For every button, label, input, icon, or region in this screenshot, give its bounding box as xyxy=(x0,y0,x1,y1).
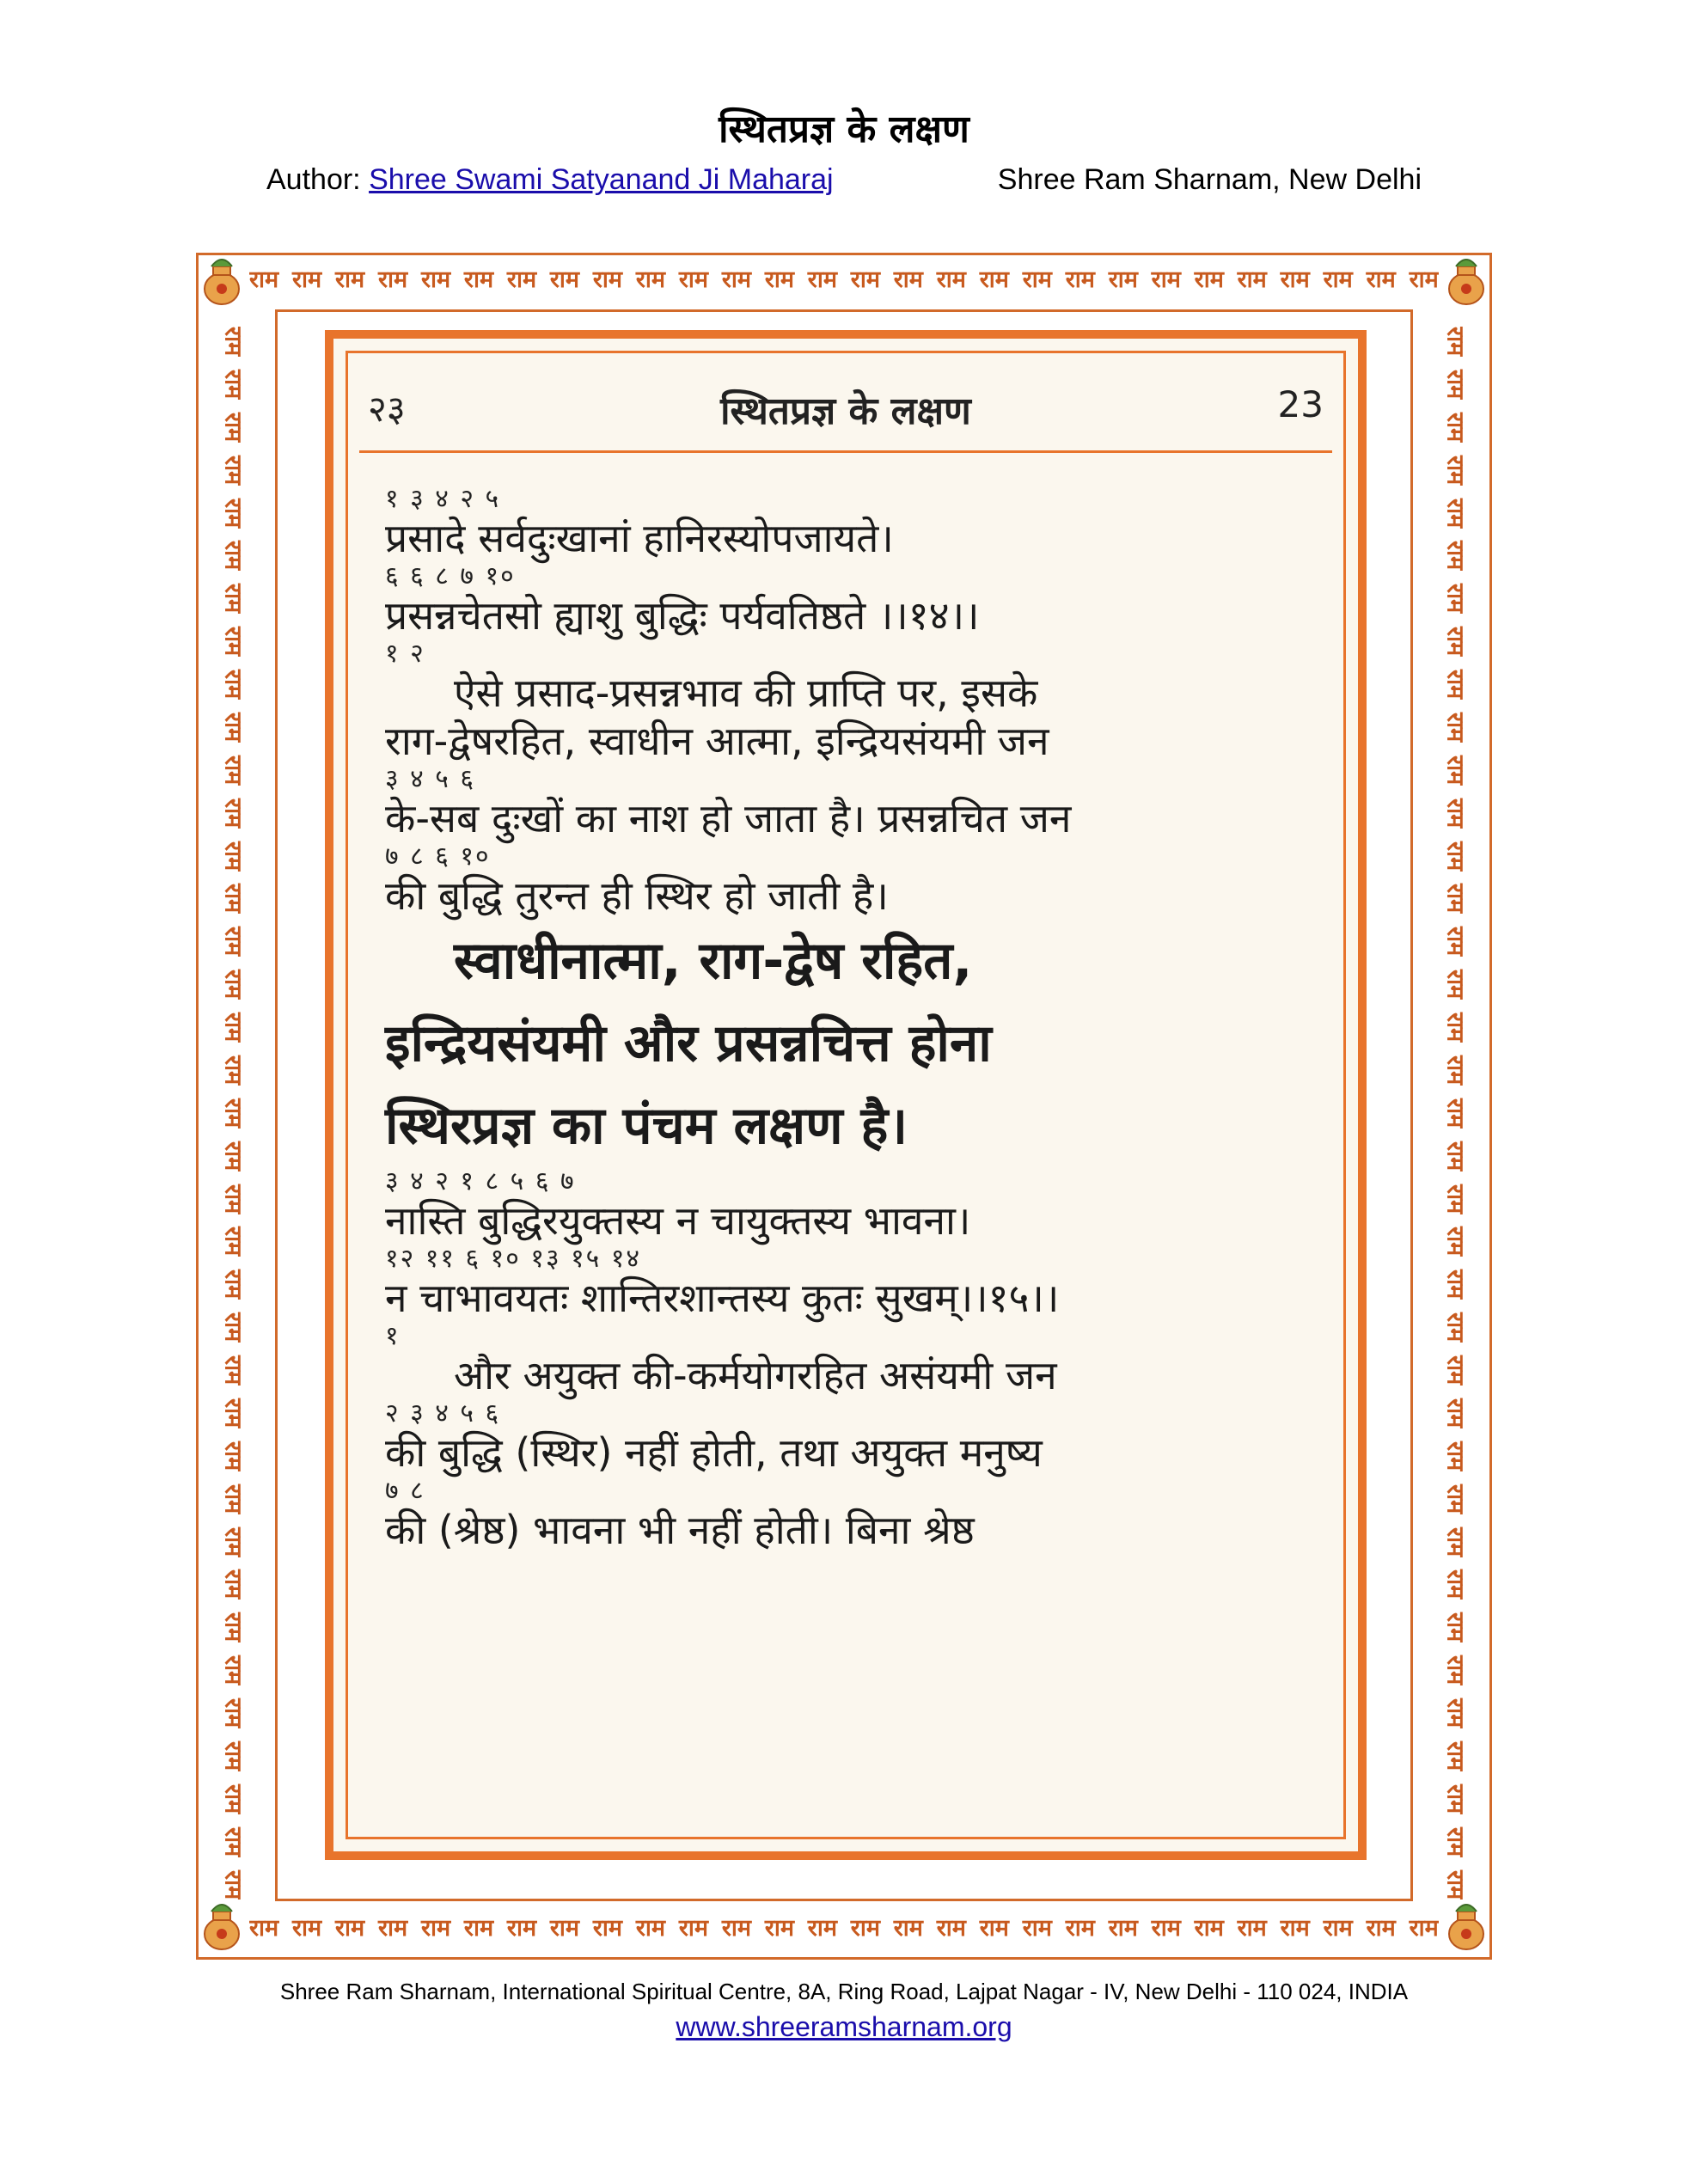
ram-word: राम xyxy=(377,266,408,293)
ram-word: राम xyxy=(219,498,247,528)
kalash-icon xyxy=(199,254,244,308)
ram-word: राम xyxy=(1441,455,1469,485)
website-link[interactable]: www.shreeramsharnam.org xyxy=(676,2011,1012,2042)
ram-word: राम xyxy=(219,1312,247,1343)
ram-word: राम xyxy=(721,1914,752,1942)
verse-line: की बुद्धि तुरन्त ही स्थिर हो जाती है। xyxy=(385,872,889,919)
ram-word: राम xyxy=(1065,1914,1095,1942)
ram-word: राम xyxy=(219,412,247,442)
ram-word: राम xyxy=(1065,266,1095,293)
ram-word: राम xyxy=(1194,1914,1224,1942)
ram-word: राम xyxy=(1441,1569,1469,1600)
ram-word: राम xyxy=(850,266,880,293)
ram-word: राम xyxy=(1441,1655,1469,1685)
ram-word: राम xyxy=(1441,1355,1469,1386)
ram-word: राम xyxy=(1441,584,1469,614)
ram-word: राम xyxy=(678,266,709,293)
ram-word: राम xyxy=(1441,712,1469,743)
ram-word: राम xyxy=(1280,266,1310,293)
ram-word: राम xyxy=(219,755,247,785)
ram-word: राम xyxy=(1323,266,1353,293)
ram-word: राम xyxy=(635,266,666,293)
ram-word: राम xyxy=(1441,1783,1469,1814)
ram-word: राम xyxy=(219,1783,247,1814)
ram-word: राम xyxy=(219,670,247,700)
ram-word: राम xyxy=(1441,1055,1469,1086)
ram-word: राम xyxy=(219,584,247,614)
author-label: Author: xyxy=(266,163,361,196)
ram-word: राम xyxy=(1441,1227,1469,1257)
ram-word: राम xyxy=(1441,1312,1469,1343)
ram-word: राम xyxy=(807,1914,837,1942)
ram-word: राम xyxy=(721,266,752,293)
ram-word: राम xyxy=(334,1914,365,1942)
ram-word: राम xyxy=(219,455,247,485)
ram-word: राम xyxy=(219,970,247,1000)
ram-border-left xyxy=(213,327,253,1900)
ram-word: राम xyxy=(219,1698,247,1728)
ram-word: राम xyxy=(219,1269,247,1300)
footer-address: Shree Ram Sharnam, International Spiritual Centre, 8A, Ring Road, Lajpat Nagar - IV, New Delhi - 110 024, INDIA xyxy=(279,1979,1409,2004)
ram-word: राम xyxy=(219,1012,247,1043)
ram-word: राम xyxy=(1280,1914,1310,1942)
page-heading: स्थितप्रज्ञ के लक्षण xyxy=(720,389,971,433)
verse-line: न चाभावयतः शान्तिरशान्तस्य कुतः सुखम्।।१५।। xyxy=(385,1275,1060,1321)
scripture-page xyxy=(325,330,1367,1860)
verse-line: स्वाधीनात्मा, राग-द्वेष रहित, xyxy=(454,931,973,991)
ram-word: राम xyxy=(219,1355,247,1386)
ram-word: राम xyxy=(420,1914,451,1942)
ram-word: राम xyxy=(219,1484,247,1514)
ram-word: राम xyxy=(219,1569,247,1600)
ram-word: राम xyxy=(219,369,247,400)
kalash-icon xyxy=(1444,254,1489,308)
ram-word: राम xyxy=(1022,1914,1052,1942)
ram-word: राम xyxy=(1441,1612,1469,1643)
ram-word: राम xyxy=(219,1526,247,1557)
ram-word: राम xyxy=(1366,1914,1396,1942)
ram-word: राम xyxy=(1237,266,1267,293)
ram-word: राम xyxy=(249,266,279,293)
ram-word: राम xyxy=(1323,1914,1353,1942)
word-number-annotation: १ ३ ४ २ ५ xyxy=(385,484,501,514)
ram-word: राम xyxy=(219,1227,247,1257)
ram-word: राम xyxy=(1441,1869,1469,1900)
ram-word: राम xyxy=(506,266,537,293)
kalash-icon xyxy=(1444,1900,1489,1953)
ram-word: राम xyxy=(1441,1269,1469,1300)
verse-line: स्थिरप्रज्ञ का पंचम लक्षण है। xyxy=(385,1096,908,1156)
ram-word: राम xyxy=(1151,1914,1181,1942)
ram-word: राम xyxy=(1441,670,1469,700)
word-number-annotation: ७ ८ xyxy=(385,1476,425,1506)
ram-word: राम xyxy=(219,1184,247,1214)
scripture-page-header xyxy=(359,373,1332,453)
ram-word: राम xyxy=(936,1914,966,1942)
ram-word: राम xyxy=(219,1055,247,1086)
verse-line: प्रसादे सर्वदुःखानां हानिरस्योपजायते। xyxy=(385,515,894,561)
ram-word: राम xyxy=(1441,327,1469,357)
ram-word: राम xyxy=(1441,1141,1469,1171)
ram-word: राम xyxy=(219,541,247,571)
ram-word: राम xyxy=(635,1914,666,1942)
ram-word: राम xyxy=(291,1914,322,1942)
ram-word: राम xyxy=(1441,798,1469,828)
ram-word: राम xyxy=(463,1914,494,1942)
word-number-annotation: ७ ८ ६ १० xyxy=(385,841,491,872)
ram-word: राम xyxy=(979,266,1009,293)
ram-word: राम xyxy=(219,798,247,828)
word-number-annotation: १२ ११ ६ १० १३ १५ १४ xyxy=(385,1244,642,1274)
ram-word: राम xyxy=(334,266,365,293)
ram-word: राम xyxy=(1441,755,1469,785)
verse-line: की बुद्धि (स्थिर) नहीं होती, तथा अयुक्त मनुष्य xyxy=(385,1429,1043,1476)
ram-border-right xyxy=(1435,327,1475,1900)
ram-word: राम xyxy=(1441,1398,1469,1428)
ram-word: राम xyxy=(219,1612,247,1643)
word-number-annotation: ६ ६ ८ ७ १० xyxy=(385,561,516,591)
ram-word: राम xyxy=(549,1914,580,1942)
document-title: स्थितप्रज्ञ के लक्षण xyxy=(719,107,969,151)
ram-border-bottom xyxy=(249,1906,1439,1946)
ram-word: राम xyxy=(1366,266,1396,293)
kalash-icon xyxy=(199,1900,244,1953)
ram-word: राम xyxy=(1108,266,1138,293)
verse-line: नास्ति बुद्धिरयुक्तस्य न चायुक्तस्य भावना। xyxy=(385,1197,971,1244)
ram-word: राम xyxy=(1237,1914,1267,1942)
ram-word: राम xyxy=(1441,369,1469,400)
ram-word: राम xyxy=(592,1914,623,1942)
ram-word: राम xyxy=(1441,1740,1469,1771)
ram-word: राम xyxy=(219,627,247,657)
ram-word: राम xyxy=(1441,1698,1469,1728)
org-name: Shree Ram Sharnam, New Delhi xyxy=(997,163,1422,196)
ram-word: राम xyxy=(219,1655,247,1685)
ram-word: राम xyxy=(936,266,966,293)
ram-word: राम xyxy=(1409,1914,1439,1942)
verse-line: प्रसन्नचेतसो ह्याशु बुद्धिः पर्यवतिष्ठते ।।१४।। xyxy=(385,592,980,639)
ram-word: राम xyxy=(420,266,451,293)
ram-word: राम xyxy=(463,266,494,293)
ram-word: राम xyxy=(219,884,247,914)
ram-word: राम xyxy=(678,1914,709,1942)
footer-website xyxy=(0,2011,1688,2043)
ram-word: राम xyxy=(219,841,247,871)
ram-word: राम xyxy=(291,266,322,293)
verse-line: और अयुक्त की-कर्मयोगरहित असंयमी जन xyxy=(454,1352,1057,1398)
verse-line: की (श्रेष्ठ) भावना भी नहीं होती। बिना श्रेष्ठ xyxy=(385,1507,975,1553)
ram-word: राम xyxy=(807,266,837,293)
ram-word: राम xyxy=(1441,1184,1469,1214)
ram-word: राम xyxy=(506,1914,537,1942)
word-number-annotation: १ xyxy=(385,1321,401,1351)
ram-word: राम xyxy=(1108,1914,1138,1942)
ram-word: राम xyxy=(249,1914,279,1942)
ram-word: राम xyxy=(979,1914,1009,1942)
ram-word: राम xyxy=(549,266,580,293)
ram-word: राम xyxy=(1441,1012,1469,1043)
ram-word: राम xyxy=(1151,266,1181,293)
ram-word: राम xyxy=(1441,498,1469,528)
ram-word: राम xyxy=(219,1398,247,1428)
ram-word: राम xyxy=(219,1869,247,1900)
word-number-annotation: २ ३ ४ ५ ६ xyxy=(385,1398,501,1428)
ram-word: राम xyxy=(764,266,794,293)
ram-word: राम xyxy=(1441,1441,1469,1471)
word-number-annotation: ३ ४ २ १ ८ ५ ६ ७ xyxy=(385,1166,576,1196)
page-number: 23 xyxy=(1277,383,1324,425)
scripture-body xyxy=(385,485,1306,1554)
ram-word: राम xyxy=(219,927,247,957)
ram-word: राम xyxy=(1194,266,1224,293)
ram-word: राम xyxy=(893,266,923,293)
word-number-annotation: ३ ४ ५ ६ xyxy=(385,764,476,794)
page-number-devanagari: २३ xyxy=(368,388,406,430)
verse-line: ऐसे प्रसाद-प्रसन्नभाव की प्राप्ति पर, इसके xyxy=(454,670,1038,716)
ram-word: राम xyxy=(764,1914,794,1942)
ram-word: राम xyxy=(850,1914,880,1942)
ram-word: राम xyxy=(219,1098,247,1128)
ram-border-top xyxy=(249,258,1439,297)
ram-word: राम xyxy=(1441,1826,1469,1857)
ram-word: राम xyxy=(592,266,623,293)
ram-word: राम xyxy=(219,1826,247,1857)
ram-word: राम xyxy=(219,1141,247,1171)
verse-line: के-सब दुःखों का नाश हो जाता है। प्रसन्नचित जन xyxy=(385,795,1072,841)
author-link[interactable]: Shree Swami Satyanand Ji Maharaj xyxy=(369,163,834,196)
ram-word: राम xyxy=(219,1441,247,1471)
word-number-annotation: १ २ xyxy=(385,639,425,669)
verse-line: इन्द्रियसंयमी और प्रसन्नचित्त होना xyxy=(385,1013,992,1074)
ram-word: राम xyxy=(1441,1098,1469,1128)
ram-word: राम xyxy=(1441,627,1469,657)
author-line xyxy=(266,163,834,197)
ram-word: राम xyxy=(219,712,247,743)
ram-word: राम xyxy=(1441,970,1469,1000)
ram-word: राम xyxy=(1441,412,1469,442)
ram-word: राम xyxy=(1441,927,1469,957)
ram-word: राम xyxy=(377,1914,408,1942)
ram-word: राम xyxy=(1441,1526,1469,1557)
ram-word: राम xyxy=(219,327,247,357)
ram-word: राम xyxy=(1441,884,1469,914)
ram-word: राम xyxy=(1022,266,1052,293)
ram-word: राम xyxy=(1441,541,1469,571)
verse-line: राग-द्वेषरहित, स्वाधीन आत्मा, इन्द्रियसंयमी जन xyxy=(385,718,1049,764)
ram-word: राम xyxy=(219,1740,247,1771)
ram-word: राम xyxy=(893,1914,923,1942)
ram-word: राम xyxy=(1409,266,1439,293)
ram-word: राम xyxy=(1441,1484,1469,1514)
ram-word: राम xyxy=(1441,841,1469,871)
